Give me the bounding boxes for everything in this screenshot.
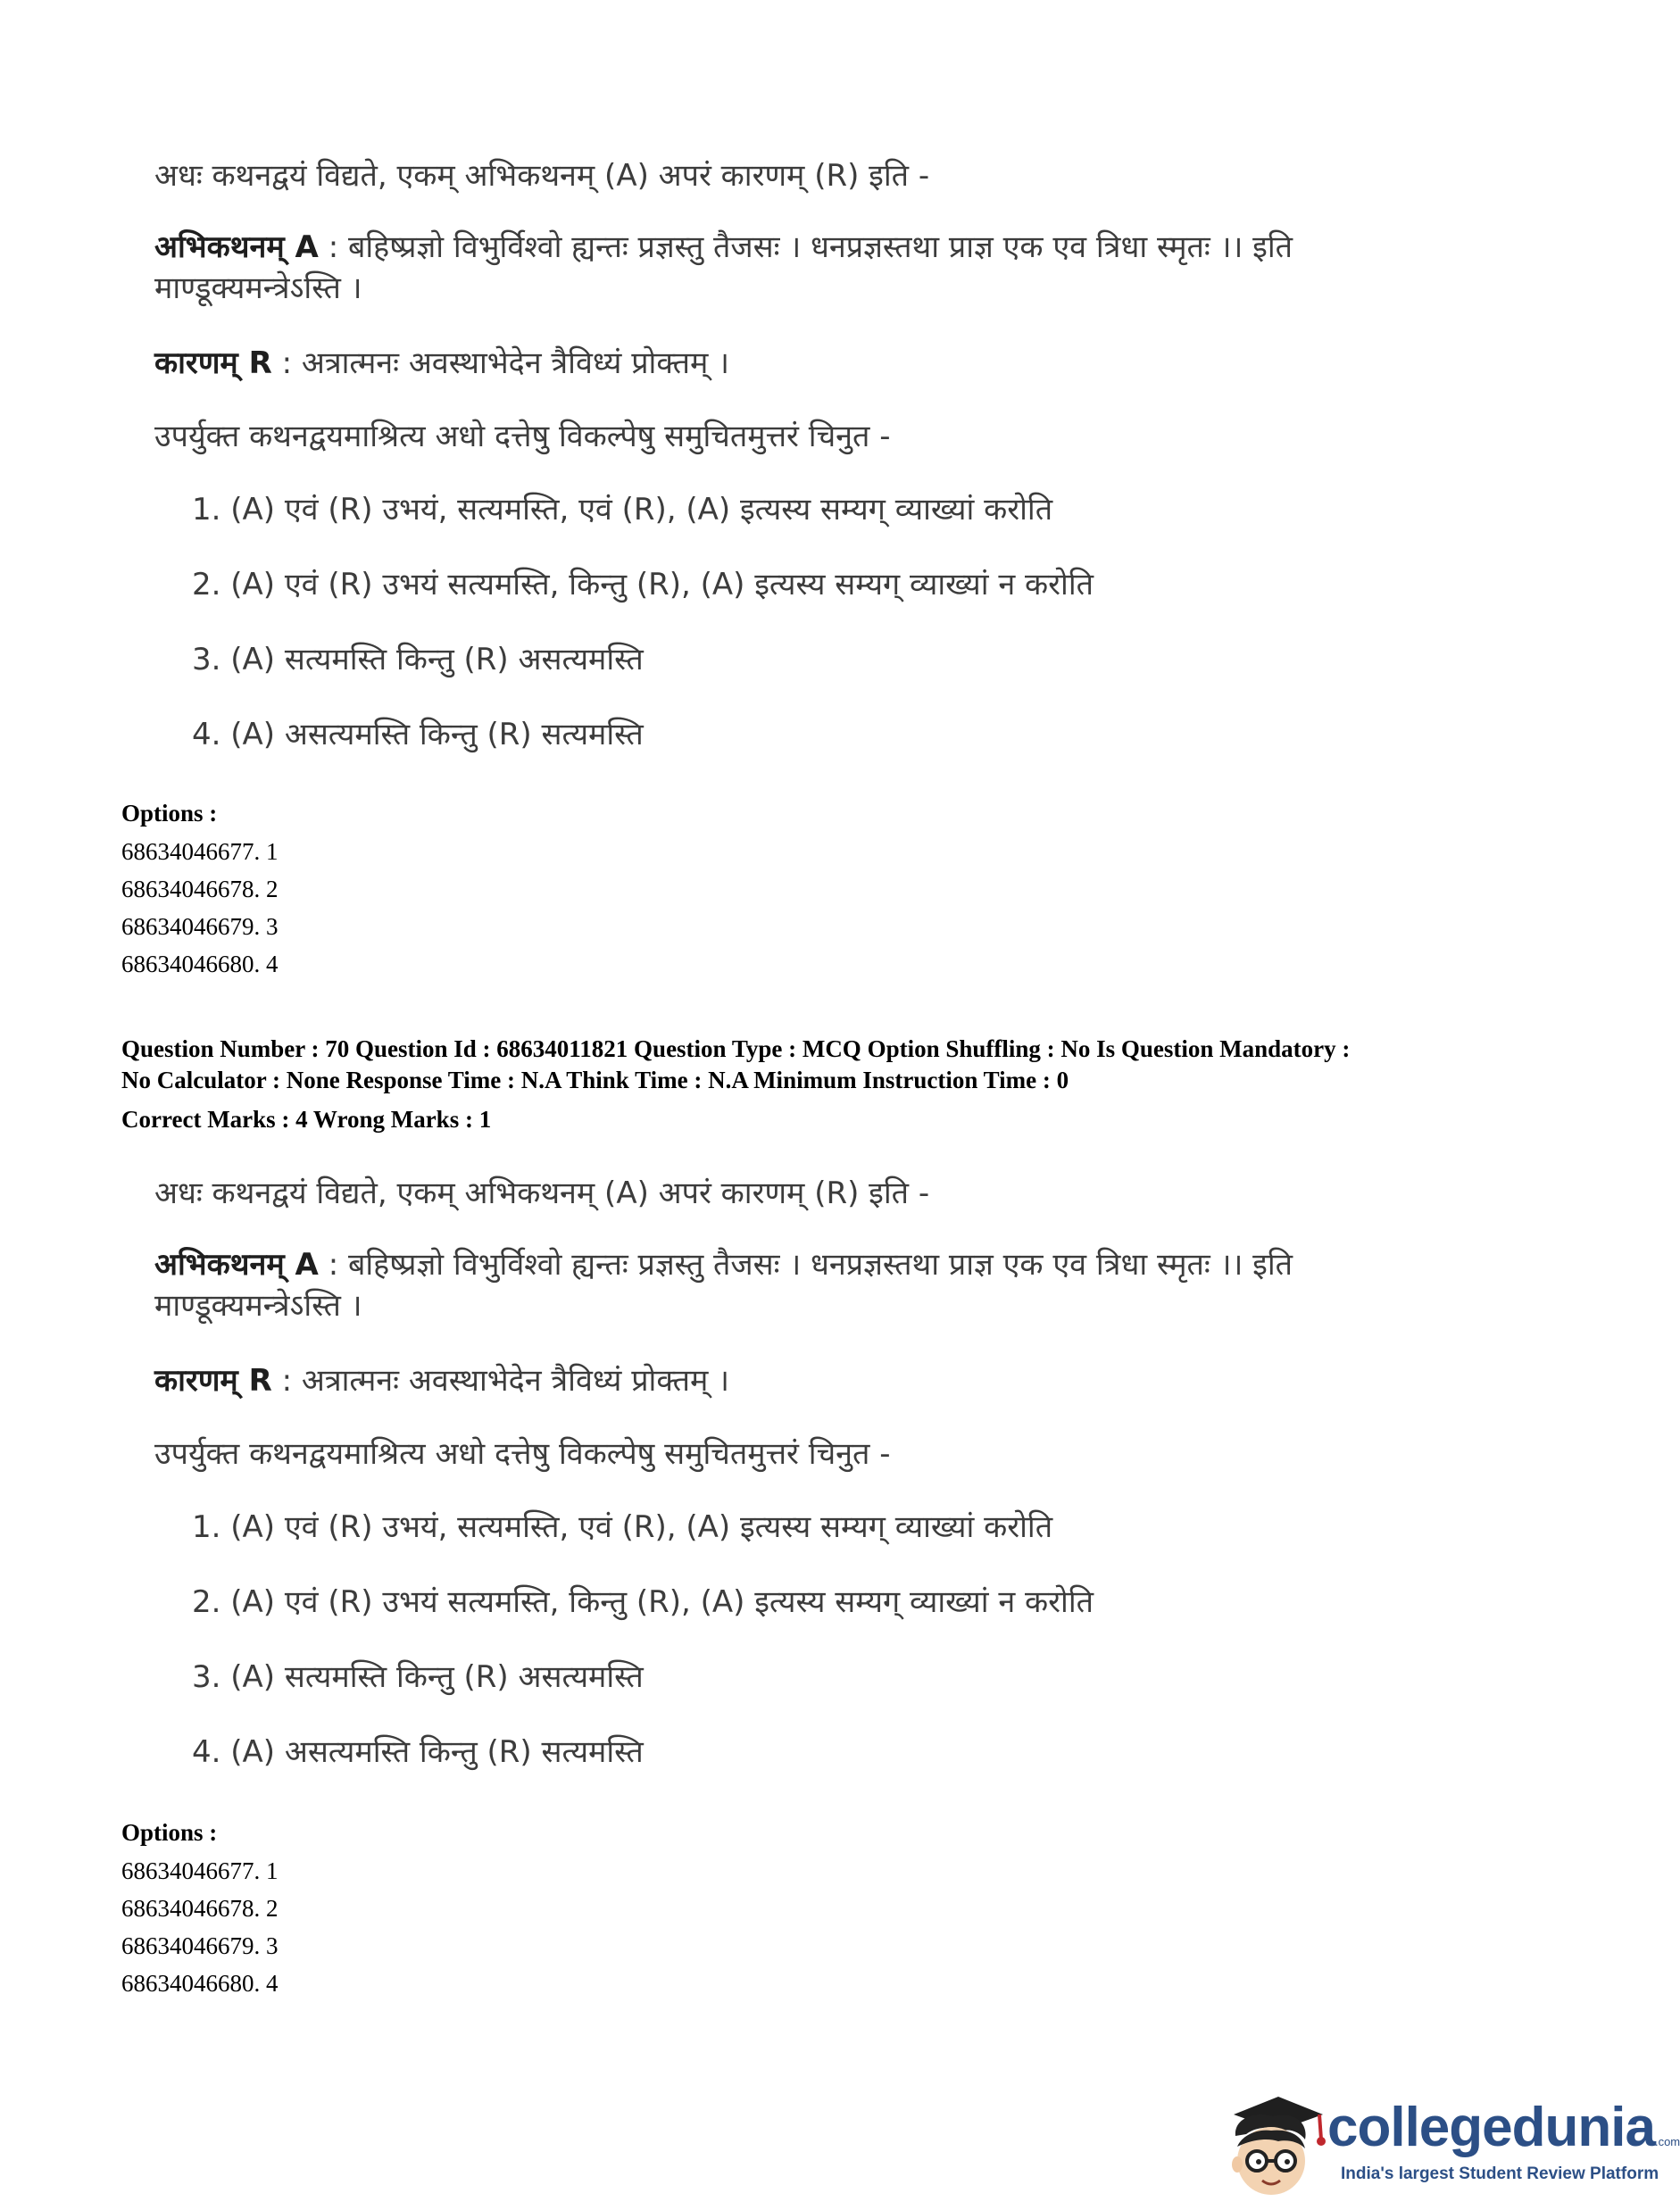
intro-text: अधः कथनद्वयं विद्यते, एकम् अभिकथनम् (A) अपरं कारणम् (R) इति - [154,1176,930,1211]
instruction-text: उपर्युक्त कथनद्वयमाश्रित्य अधो दत्तेषु विकल्पेषु समुचितमुत्तरं चिनुत - [154,419,891,454]
intro-text: अधः कथनद्वयं विद्यते, एकम् अभिकथनम् (A) अपरं कारणम् (R) इति - [154,158,930,194]
choice-3: 3. (A) सत्यमस्ति किन्तु (R) असत्यमस्ति [192,642,644,677]
logo-domain: .com [1654,2135,1680,2148]
assertion [154,227,1360,309]
choice-4: 4. (A) असत्यमस्ति किन्तु (R) सत्यमस्ति [192,717,644,752]
option-id-3: 68634046679. 3 [121,1932,279,1959]
reason-label: कारणम् R [154,1363,272,1399]
options-label: Options : [121,1819,218,1846]
logo-tagline: India's largest Student Review Platform [1341,2164,1659,2183]
reason-text: : अत्रात्मनः अवस्थाभेदेन त्रैविध्यं प्रोक्तम् । [281,345,729,381]
reason-text: : अत्रात्मनः अवस्थाभेदेन त्रैविध्यं प्रोक्तम् । [281,1363,729,1399]
choice-1: 1. (A) एवं (R) उभयं, सत्यमस्ति, एवं (R), (A) इत्यस्य सम्यग् व्याख्यां करोति [192,492,1053,528]
reason [154,1360,729,1401]
student-mascot-icon [1216,2084,1332,2200]
question-header [121,1034,1550,1096]
assertion-label: अभिकथनम् A [154,1247,319,1283]
option-id-1: 68634046677. 1 [121,838,279,865]
choice-4: 4. (A) असत्यमस्ति किन्तु (R) सत्यमस्ति [192,1734,644,1770]
choice-3: 3. (A) सत्यमस्ति किन्तु (R) असत्यमस्ति [192,1659,644,1695]
reason-label: कारणम् R [154,345,272,381]
assertion-text: : बहिष्प्रज्ञो विभुर्विश्वो ह्यन्तः प्रज्ञस्तु तैजसः । धनप्रज्ञस्तथा प्राज्ञ एक एव त्रिधा स्मृतः ।। इति माण्डूक्यमन्त्रेऽस्ति । [154,1247,1293,1324]
question-header-line2: No Calculator : None Response Time : N.A Think Time : N.A Minimum Instruction Time : 0 [121,1067,1069,1093]
option-id-4: 68634046680. 4 [121,1970,279,1997]
assertion [154,1244,1360,1326]
collegedunia-logo[interactable] [1216,2084,1680,2200]
options-label: Options : [121,800,218,827]
reason [154,343,729,384]
question-header-line1: Question Number : 70 Question Id : 68634011821 Question Type : MCQ Option Shuffling : No Is Question Mandatory : [121,1035,1351,1062]
option-id-3: 68634046679. 3 [121,913,279,940]
assertion-text: : बहिष्प्रज्ञो विभुर्विश्वो ह्यन्तः प्रज्ञस्तु तैजसः । धनप्रज्ञस्तथा प्राज्ञ एक एव त्रिधा स्मृतः ।। इति माण्डूक्यमन्त्रेऽस्ति । [154,229,1293,306]
option-id-2: 68634046678. 2 [121,876,279,902]
option-id-4: 68634046680. 4 [121,951,279,977]
choice-2: 2. (A) एवं (R) उभयं सत्यमस्ति, किन्तु (R), (A) इत्यस्य सम्यग् व्याख्यां न करोति [192,567,1094,602]
option-id-1: 68634046677. 1 [121,1857,279,1884]
choice-2: 2. (A) एवं (R) उभयं सत्यमस्ति, किन्तु (R), (A) इत्यस्य सम्यग् व्याख्यां न करोति [192,1584,1094,1620]
instruction-text: उपर्युक्त कथनद्वयमाश्रित्य अधो दत्तेषु विकल्पेषु समुचितमुत्तरं चिनुत - [154,1436,891,1472]
assertion-label: अभिकथनम् A [154,229,319,265]
question-marks: Correct Marks : 4 Wrong Marks : 1 [121,1106,492,1133]
logo-wordmark: collegedunia.com [1327,2097,1680,2158]
choice-1: 1. (A) एवं (R) उभयं, सत्यमस्ति, एवं (R), (A) इत्यस्य सम्यग् व्याख्यां करोति [192,1509,1053,1545]
option-id-2: 68634046678. 2 [121,1895,279,1922]
